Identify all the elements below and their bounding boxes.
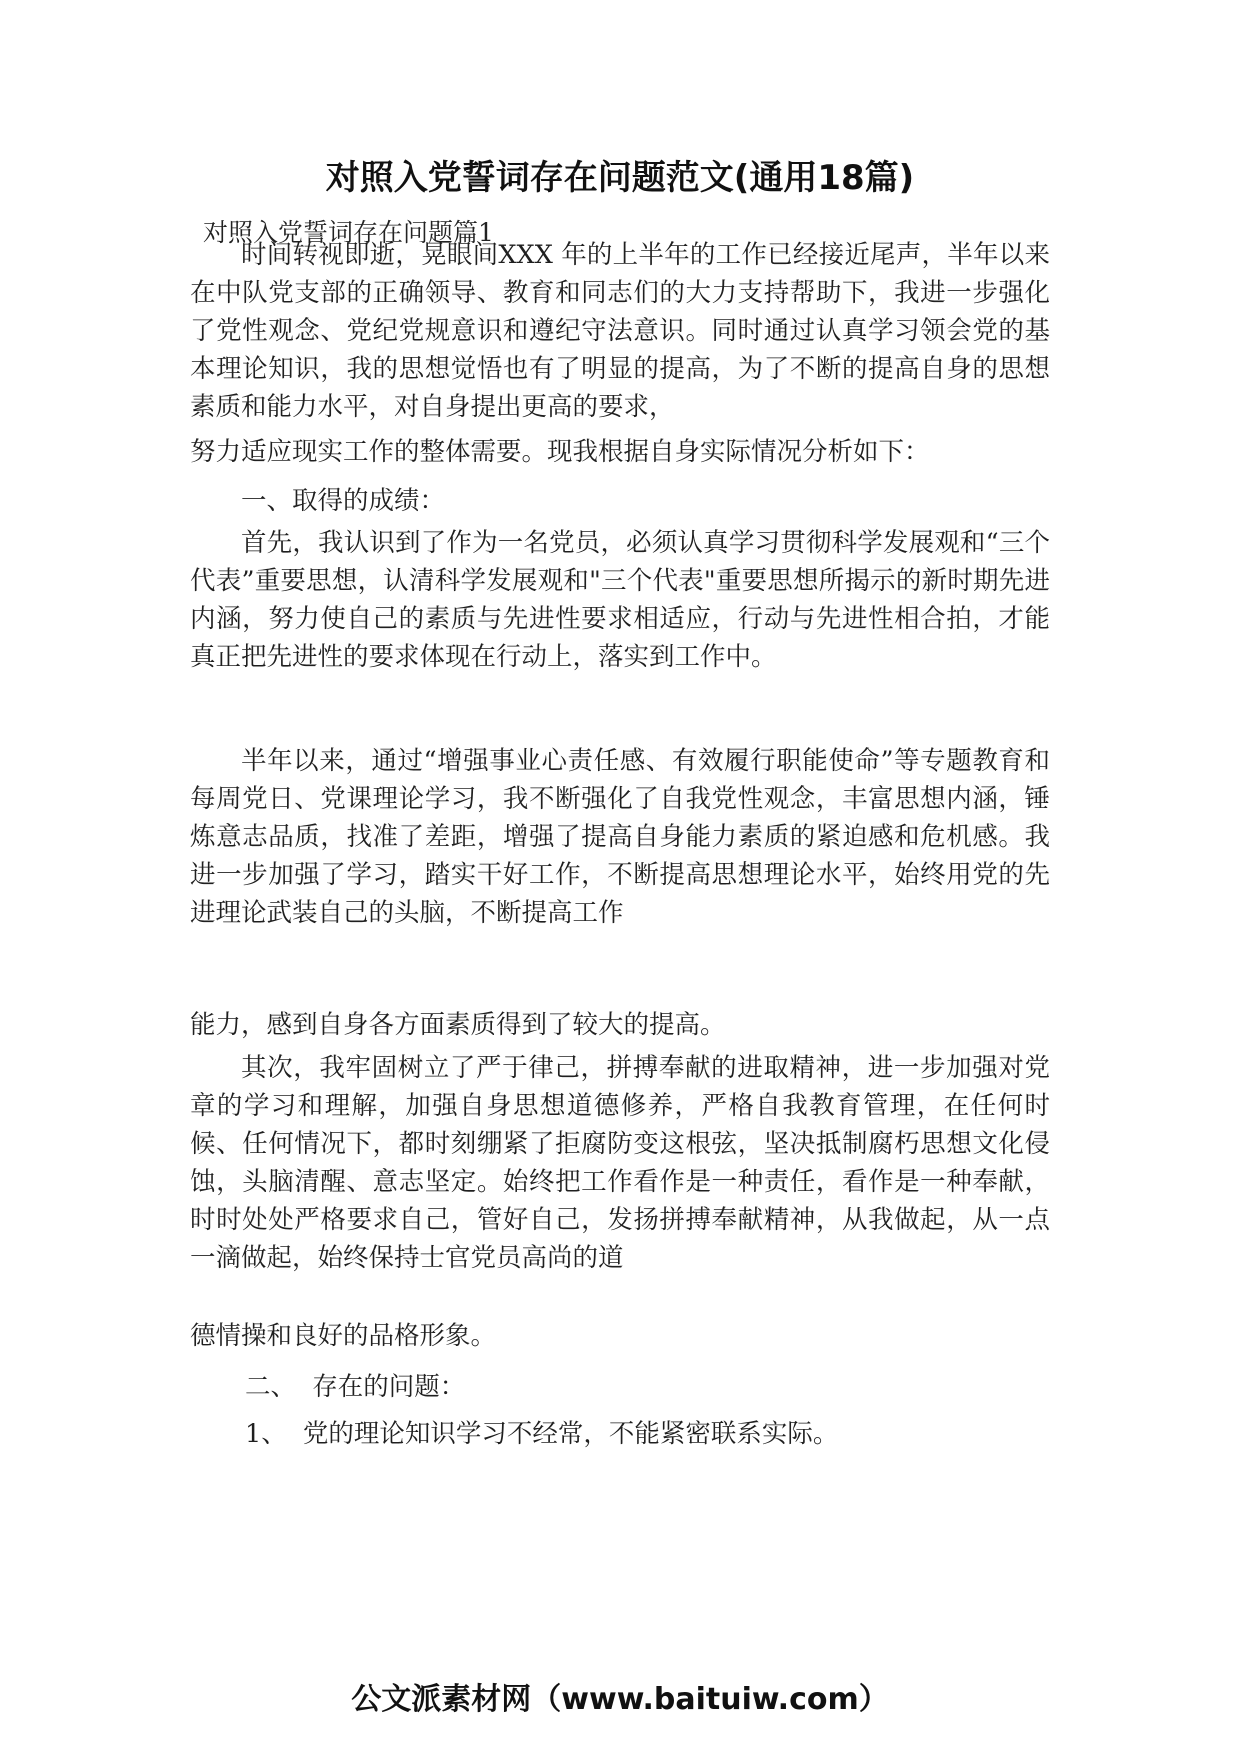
paragraph-1 bbox=[190, 236, 1050, 426]
paragraph-4-tail: 德情操和良好的品格形象。 bbox=[190, 1321, 497, 1351]
section-heading: 对照入党誓词存在问题篇1 bbox=[203, 218, 494, 247]
paragraph-3-text: 半年以来，通过“增强事业心责任感、有效履行职能使命”等专题教育和每周党日、党课理论学习，我不断强化了自我党性观念，丰富思想内涵，锤炼意志品质，找准了差距，增强了提高自身能力素质的紧迫感和危机感。我进一步加强了学习，踏实干好工作，不断提高思想理论水平，始终用党的先进理论武装自己的头脑，不断提高工作 bbox=[190, 746, 1050, 928]
paragraph-3 bbox=[190, 742, 1050, 932]
paragraph-1-tail: 努力适应现实工作的整体需要。现我根据自身实际情况分析如下： bbox=[190, 437, 930, 467]
footer-source: 公文派素材网（www.baituiw.com） bbox=[351, 1682, 889, 1717]
paragraph-4-text: 其次，我牢固树立了严于律己，拼搏奉献的进取精神，进一步加强对党章的学习和理解，加强自身思想道德修养，严格自我教育管理，在任何时候、任何情况下，都时刻绷紧了拒腐防变这根弦，坚决抵制腐朽思想文化侵蚀，头脑清醒、意志坚定。始终把工作看作是一种责任，看作是一种奉献，时时处处严格要求自己，管好自己，发扬拼搏奉献精神，从我做起，从一点一滴做起，始终保持士官党员高尚的道 bbox=[190, 1053, 1050, 1273]
problem-item-1: 1、 党的理论知识学习不经常，不能紧密联系实际。 bbox=[245, 1419, 839, 1449]
paragraph-3-tail: 能力，感到自身各方面素质得到了较大的提高。 bbox=[190, 1010, 726, 1040]
paragraph-2 bbox=[190, 524, 1050, 676]
paragraph-2-text: 首先，我认识到了作为一名党员，必须认真学习贯彻科学发展观和“三个代表”重要思想，认清科学发展观和"三个代表"重要思想所揭示的新时期先进内涵，努力使自己的素质与先进性要求相适应，行动与先进性相合拍，才能真正把先进性的要求体现在行动上，落实到工作中。 bbox=[190, 528, 1050, 672]
heading-problems: 二、 存在的问题： bbox=[245, 1372, 466, 1402]
document-title: 对照入党誓词存在问题范文(通用18篇) bbox=[325, 158, 915, 198]
heading-achievements: 一、取得的成绩： bbox=[241, 486, 446, 516]
paragraph-1-text: 时间转视即逝，晃眼间XXX 年的上半年的工作已经接近尾声，半年以来在中队党支部的正确领导、教育和同志们的大力支持帮助下，我进一步强化了党性观念、党纪党规意识和遵纪守法意识。同时通过认真学习领会党的基本理论知识，我的思想觉悟也有了明显的提高，为了不断的提高自身的思想素质和能力水平，对自身提出更高的要求， bbox=[190, 240, 1050, 422]
paragraph-4 bbox=[190, 1049, 1050, 1277]
